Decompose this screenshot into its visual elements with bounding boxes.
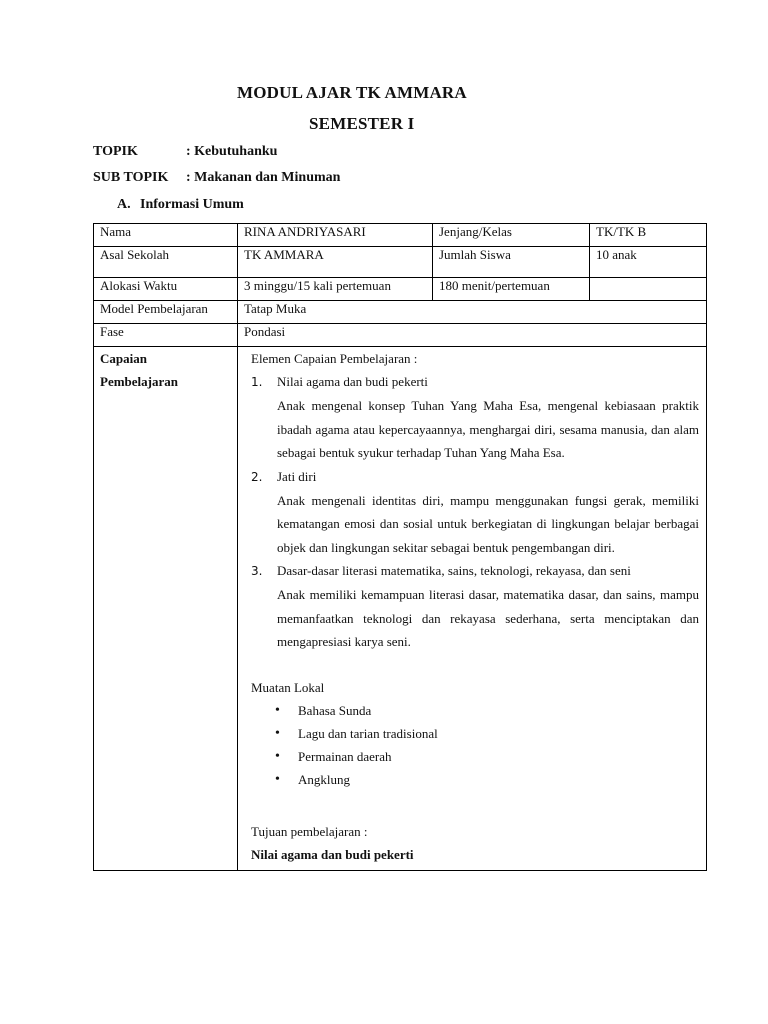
subtopik-value: : Makanan dan Minuman <box>186 170 341 185</box>
list-item-label: Permainan daerah <box>298 748 392 764</box>
element-item <box>251 465 699 560</box>
table-row <box>94 247 707 278</box>
capaian-label-line2: Pembelajaran <box>100 374 178 389</box>
table-row <box>94 278 707 301</box>
section-number: A. <box>117 197 131 212</box>
list-item <box>275 722 699 745</box>
capaian-intro: Elemen Capaian Pembelajaran : <box>251 351 418 366</box>
element-title: Nilai agama dan budi pekerti <box>277 374 428 389</box>
table-row <box>94 347 707 871</box>
topik-label: TOPIK <box>93 144 138 159</box>
list-item <box>275 745 699 768</box>
cell-jenjang-value: TK/TK B <box>590 224 707 247</box>
bullet-icon: • <box>275 702 280 718</box>
cell-durasi-value: 180 menit/pertemuan <box>433 278 590 301</box>
topik-row <box>93 144 277 160</box>
cell-empty <box>590 278 707 301</box>
topik-value: : Kebutuhanku <box>186 144 278 159</box>
list-item-label: Bahasa Sunda <box>298 702 372 718</box>
cell-nama-value: RINA ANDRIYASARI <box>238 224 433 247</box>
element-number: 3. <box>251 564 263 578</box>
element-body: Anak memiliki kemampuan literasi dasar, matematika dasar, dan sains, mampu memanfaatkan teknologi dan rekayasa sederhana, serta menciptakan dan mengapresiasi karya seni. <box>277 587 699 649</box>
bullet-icon: • <box>275 771 280 787</box>
element-number: 2. <box>251 469 263 484</box>
table-row <box>94 324 707 347</box>
muatan-lokal-title: Muatan Lokal <box>251 679 325 695</box>
document-subtitle: SEMESTER I <box>309 114 415 133</box>
element-item <box>251 559 699 654</box>
document-title: MODUL AJAR TK AMMARA <box>237 83 467 102</box>
subtopik-label: SUB TOPIK <box>93 170 169 185</box>
tujuan-subtitle: Nilai agama dan budi pekerti <box>251 846 414 862</box>
table-row <box>94 224 707 247</box>
subtopik-row <box>93 170 340 186</box>
cell-alokasi-label: Alokasi Waktu <box>94 278 238 301</box>
capaian-label-line1: Capaian <box>100 351 147 366</box>
bullet-icon: • <box>275 748 280 764</box>
cell-jumlah-label: Jumlah Siswa <box>433 247 590 278</box>
list-item-label: Angklung <box>298 771 350 787</box>
section-title: Informasi Umum <box>140 197 244 212</box>
info-table <box>93 223 707 871</box>
spacer <box>251 791 699 820</box>
element-title: Dasar-dasar literasi matematika, sains, teknologi, rekayasa, dan seni <box>277 563 631 578</box>
cell-model-label: Model Pembelajaran <box>94 301 238 324</box>
spacer <box>251 654 699 676</box>
element-title: Jati diri <box>277 468 317 484</box>
element-body: Anak mengenali identitas diri, mampu menggunakan fungsi gerak, memiliki kematangan emosi dan sosial untuk berkegiatan di lingkungan belajar berbagai objek dan lingkungan sekitar sebagai bentuk pengembangan diri. <box>277 492 699 555</box>
capaian-content-cell <box>238 347 707 871</box>
cell-asal-value: TK AMMARA <box>238 247 433 278</box>
element-item <box>251 370 699 465</box>
muatan-lokal-list <box>251 699 699 791</box>
capaian-label-cell <box>94 347 238 871</box>
tujuan-title: Tujuan pembelajaran : <box>251 823 368 839</box>
cell-jumlah-value: 10 anak <box>590 247 707 278</box>
list-item-label: Lagu dan tarian tradisional <box>298 725 438 741</box>
section-heading <box>117 197 244 213</box>
list-item <box>275 768 699 791</box>
cell-fase-value: Pondasi <box>238 324 707 347</box>
bullet-icon: • <box>275 725 280 741</box>
cell-model-value: Tatap Muka <box>238 301 707 324</box>
cell-jenjang-label: Jenjang/Kelas <box>433 224 590 247</box>
element-number: 1. <box>251 375 263 389</box>
table-row <box>94 301 707 324</box>
element-body: Anak mengenal konsep Tuhan Yang Maha Esa, mengenal kebiasaan praktik ibadah agama atau kepercayaannya, menghargai diri, sesama manusia, dan alam sebagai bentuk syukur terhadap Tuhan Yang Maha Esa. <box>277 398 699 460</box>
cell-asal-label: Asal Sekolah <box>94 247 238 278</box>
cell-alokasi-value: 3 minggu/15 kali pertemuan <box>238 278 433 301</box>
list-item <box>275 699 699 722</box>
cell-fase-label: Fase <box>94 324 238 347</box>
cell-nama-label: Nama <box>94 224 238 247</box>
